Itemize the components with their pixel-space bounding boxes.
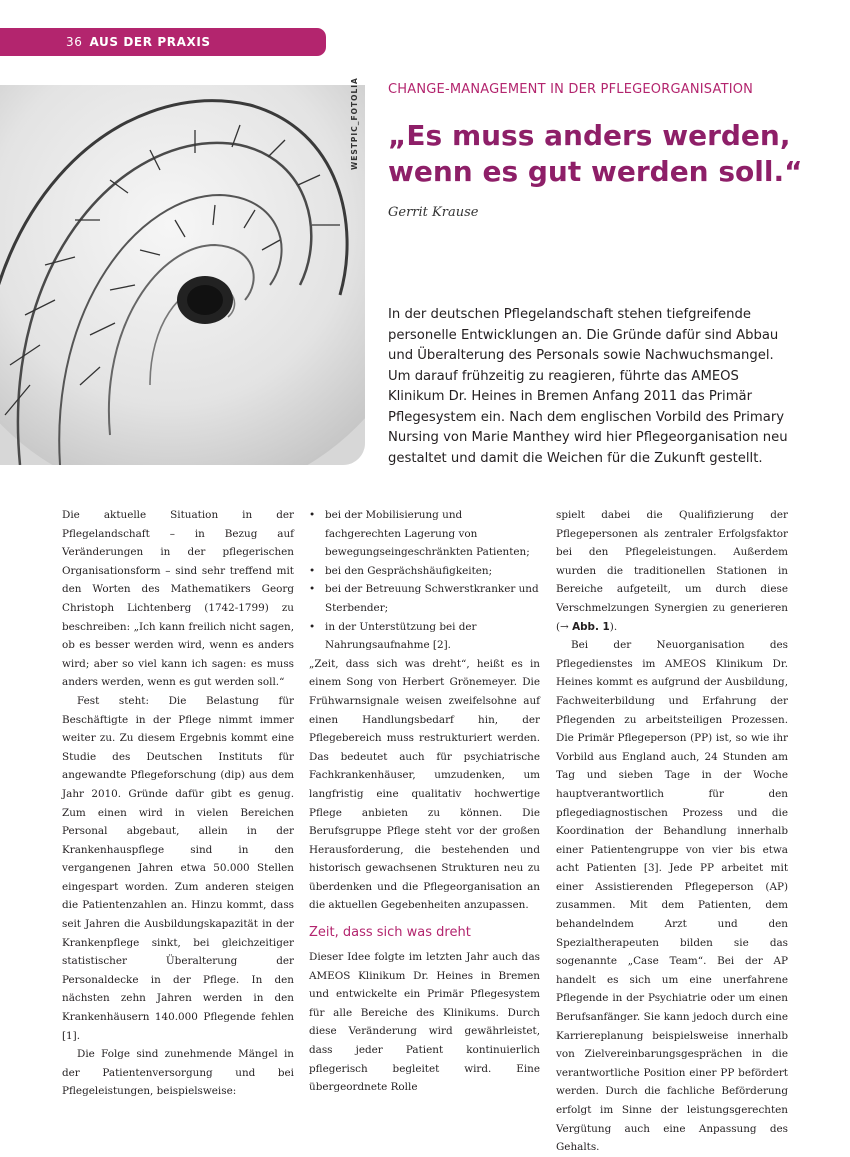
staircase-illustration	[0, 77, 365, 465]
paragraph: Dieser Idee folgte im letzten Jahr auch das AMEOS Klinikum Dr. Heines in Bremen und entwickelte ein Primär Pflegesystem für alle Bereiche des Klinikums. Durch diese Veränderung wird gewährleistet, dass jeder Patient kontinuierlich pflegerisch begleitet wird. Eine übergeordnete Rolle	[309, 951, 540, 1094]
headline-line-2: wenn es gut werden soll.“	[388, 155, 803, 188]
article-headline	[388, 118, 818, 190]
section-label: AUS DER PRAXIS	[89, 35, 211, 49]
paragraph-text: ).	[609, 620, 618, 633]
body-column-1	[62, 506, 294, 1101]
section-header-bar	[0, 28, 326, 56]
body-column-2	[309, 506, 540, 1097]
paragraph: Fest steht: Die Belastung für Beschäftigte in der Pflege nimmt immer weiter zu. Zu diesem Ergebnis kommt eine Studie des Deutschen Instituts für angewandte Pflegeforschung (dip) aus dem Jahr 2010. Gründe dafür gibt es genug. Zum einen wird in vielen Bereichen Personal abgebaut, allein in der Krankenhauspflege sind in den vergangenen Jahren etwa 50.000 Stellen eingespart worden. Zum anderen steigen die Patientenzahlen an. Hinzu kommt, dass seit Jahren die Ausbildungskapazität in der Krankenpflege sinkt, bei gleichzeitiger statistischer Überalterung der Personaldecke in der Pflege. In den nächsten zehn Jahren werden in den Krankenhäusern 140.000 Pflegende fehlen [1].	[62, 694, 294, 1042]
paragraph: „Zeit, dass sich was dreht“, heißt es in einem Song von Herbert Grönemeyer. Die Frühwarnsignale weisen zweifelsohne auf einen Handlungsbedarf hin, der Pflegebereich muss restrukturiert werden. Das bedeutet auch für psychiatrische Fachkrankenhäuser, umzudenken, um langfristig eine qualitativ hochwertige Pflege anbieten zu können. Die Berufsgruppe Pflege steht vor der großen Herausforderung, die bestehenden und historisch gewachsenen Strukturen neu zu überdenken und die Pflegeorganisation an die aktuellen Gegebenheiten anzupassen.	[309, 657, 540, 912]
paragraph: Die Folge sind zunehmende Mängel in der Patientenversorgung und bei Pflegeleistungen, beispielsweise:	[62, 1048, 294, 1098]
list-item: • bei den Gesprächshäufigkeiten;	[309, 562, 540, 581]
figure-reference: Abb. 1	[572, 620, 610, 633]
list-item: • bei der Mobilisierung und fachgerechten Lagerung von bewegungseingeschränkten Patienten;	[309, 506, 540, 562]
headline-line-1: „Es muss anders werden,	[388, 119, 791, 152]
list-item: • bei der Betreuung Schwerstkranker und Sterbender;	[309, 580, 540, 617]
bullet-list	[309, 506, 540, 655]
body-column-3	[556, 506, 788, 1157]
article-lead: In der deutschen Pflegelandschaft stehen tiefgreifende personelle Entwicklungen an. Die Gründe dafür sind Abbau und Überalterung des Personals sowie Nachwuchsmangel. Um darauf frühzeitig zu reagieren, führte das AMEOS Klinikum Dr. Heines in Bremen Anfang 2011 das Primär Pflegesystem ein. Nach dem englischen Vorbild des Primary Nursing von Marie Manthey wird hier Pflegeorganisation neu gestaltet und damit die Weichen für die Zukunft gestellt.	[388, 307, 788, 466]
paragraph	[556, 506, 788, 636]
list-item: • in der Unterstützung bei der Nahrungsaufnahme [2].	[309, 618, 540, 655]
section-subheading: Zeit, dass sich was dreht	[309, 925, 471, 941]
article-kicker: CHANGE-MANAGEMENT IN DER PFLEGEORGANISATION	[388, 82, 754, 97]
paragraph: Bei der Neuorganisation des Pflegedienstes im AMEOS Klinikum Dr. Heines kommt es aufgrund der Ausbildung, Fachweiterbildung und Erfahrung der Pflegenden zu arbeitsteiligen Prozessen. Die Primär Pflegeperson (PP) ist, so wie ihr Vorbild aus England auch, 24 Stunden am Tag und sieben Tage in der Woche hauptverantwortlich für den pflegediagnostischen Prozess und die Koordination der Behandlung innerhalb einer Patientengruppe von vier bis etwa acht Patienten [3]. Jede PP arbeitet mit einer Assistierenden Pflegeperson (AP) zusammen. Mit dem Patienten, dem behandelndem Arzt und den Spezialtherapeuten bilden sie das sogenannte „Case Team“. Bei der AP handelt es sich um eine unerfahrene Pflegende in der Psychiatrie oder um einen Berufsanfänger. Sie kann jedoch durch eine Karriereplanung beispielsweise innerhalb von Zielvereinbarungsgesprächen in die verantwortliche Position einer PP befördert werden. Durch die fachliche Beförderung erfolgt im Sinne der leistungsgerechten Vergütung auch eine Anpassung des Gehalts.	[556, 639, 788, 1154]
paragraph-text: spielt dabei die Qualifizierung der Pflegepersonen als zentraler Erfolgsfaktor bei den Pflegeleistungen. Außerdem wurden die traditionellen Stationen in Bereiche aufgeteilt, um durch diese Verschmelzungen Synergien zu generieren (→	[556, 509, 788, 633]
spiral-staircase-photo	[0, 77, 365, 465]
page-number: 36	[66, 35, 83, 49]
paragraph: Die aktuelle Situation in der Pflegelandschaft – in Bezug auf Veränderungen in der pflegerischen Organisationsform – sind sehr treffend mit den Worten des Mathematikers Georg Christoph Lichtenberg (1742-1799) zu beschreiben: „Ich kann freilich nicht sagen, ob es besser werden wird, wenn es anders wird; aber so viel kann ich sagen: es muss anders werden, wenn es gut werden soll.“	[62, 509, 294, 689]
photo-credit: WESTPIC_FOTOLIA	[350, 77, 359, 170]
article-author: Gerrit Krause	[388, 205, 479, 220]
